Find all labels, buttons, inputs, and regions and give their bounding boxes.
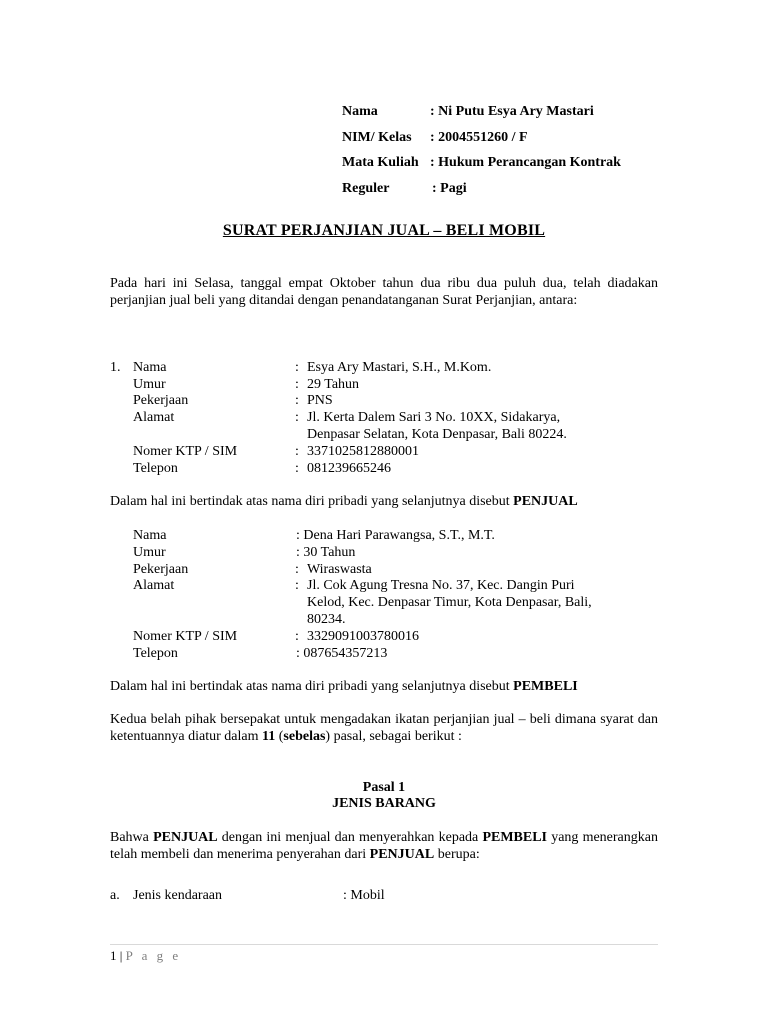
footer-separator: | xyxy=(116,948,126,963)
pasal-1-number: Pasal 1 xyxy=(362,780,406,795)
party-one-colon-umur: : xyxy=(295,377,299,392)
footer-page-number: 1 xyxy=(110,948,117,963)
party-one-colon-telepon: : xyxy=(295,461,299,476)
party-two-role: PEMBELI xyxy=(513,679,578,694)
info-value-reguler: : Pagi xyxy=(432,181,467,196)
party-one-label-ktp: Nomer KTP / SIM xyxy=(133,444,238,459)
party-one-label-telepon: Telepon xyxy=(133,461,178,476)
party-one-label-umur: Umur xyxy=(133,377,166,392)
party-one-role-text: Dalam hal ini bertindak atas nama diri pribadi yang selanjutnya disebut xyxy=(110,494,514,509)
info-value-nim: : 2004551260 / F xyxy=(430,130,528,145)
agreement-paragraph xyxy=(110,711,658,745)
party-one-value-alamat: Jl. Kerta Dalem Sari 3 No. 10XX, Sidakarya, xyxy=(307,410,561,425)
pasal-1-text-2: dengan ini menjual dan menyerahkan kepada xyxy=(217,830,483,845)
footer-page-word: P a g e xyxy=(125,948,182,963)
party-two-label-nama: Nama xyxy=(133,528,167,543)
party-two-value-ktp: 3329091003780016 xyxy=(307,629,419,644)
party-two-label-alamat: Alamat xyxy=(133,578,175,593)
info-label-reguler: Reguler xyxy=(342,181,390,196)
info-label-nim: NIM/ Kelas xyxy=(342,130,412,145)
party-one-value-telepon: 081239665246 xyxy=(307,461,391,476)
party-two-label-pekerjaan: Pekerjaan xyxy=(133,562,189,577)
party-two-colon-alamat: : xyxy=(295,578,299,593)
party-one-role: PENJUAL xyxy=(513,494,578,509)
party-one-value-pekerjaan: PNS xyxy=(307,393,333,408)
party-one-value-nama: Esya Ary Mastari, S.H., M.Kom. xyxy=(307,360,492,375)
party-two-label-umur: Umur xyxy=(133,545,166,560)
pasal-1-bold-pembeli: PEMBELI xyxy=(482,830,548,845)
pasal-1-bold-penjual: PENJUAL xyxy=(153,830,218,845)
info-label-matkul: Mata Kuliah xyxy=(342,155,419,170)
document-title: SURAT PERJANJIAN JUAL – BELI MOBIL xyxy=(222,222,546,239)
party-one-colon-pekerjaan: : xyxy=(295,393,299,408)
party-one-label-nama: Nama xyxy=(133,360,167,375)
party-two-colon-ktp: : xyxy=(295,629,299,644)
party-one-label-pekerjaan: Pekerjaan xyxy=(133,393,189,408)
party-two-value-alamat-line2: Kelod, Kec. Denpasar Timur, Kota Denpasar, Bali, xyxy=(307,595,592,610)
party-one-value-alamat-line2: Denpasar Selatan, Kota Denpasar, Bali 80224. xyxy=(307,427,567,442)
pasal-1-bold-penjual-2: PENJUAL xyxy=(369,847,435,862)
agreement-text-2: ( xyxy=(275,729,284,744)
party-two-value-pekerjaan: Wiraswasta xyxy=(307,562,372,577)
party-two-label-ktp: Nomer KTP / SIM xyxy=(133,629,238,644)
pasal-1-text-3: yang menerangkan telah membeli dan menerima penyerahan dari xyxy=(110,830,658,862)
agreement-count: 11 xyxy=(262,729,276,744)
page-footer xyxy=(110,947,181,964)
party-two-value-alamat: Jl. Cok Agung Tresna No. 37, Kec. Dangin Puri xyxy=(307,578,575,593)
party-two-value-nama: : Dena Hari Parawangsa, S.T., M.T. xyxy=(296,528,495,543)
party-one-colon-nama: : xyxy=(295,360,299,375)
agreement-count-words: sebelas xyxy=(283,729,326,744)
agreement-text-3: ) pasal, sebagai berikut : xyxy=(325,729,462,744)
info-value-matkul: : Hukum Perancangan Kontrak xyxy=(430,155,621,170)
party-one-colon-alamat: : xyxy=(295,410,299,425)
pasal-1-text-1: Bahwa xyxy=(110,830,154,845)
party-one-number: 1. xyxy=(110,360,121,375)
pasal-1-text-4: berupa: xyxy=(434,847,480,862)
footer-divider xyxy=(110,944,658,945)
party-one-value-ktp: 3371025812880001 xyxy=(307,444,419,459)
party-two-role-text: Dalam hal ini bertindak atas nama diri pribadi yang selanjutnya disebut xyxy=(110,679,514,694)
agreement-text-1: Kedua belah pihak bersepakat untuk mengadakan ikatan perjanjian jual – beli dimana syarat dan ketentuannya diatur dalam xyxy=(110,712,658,744)
party-two-value-telepon: : 087654357213 xyxy=(296,646,388,661)
party-two-label-telepon: Telepon xyxy=(133,646,178,661)
intro-paragraph: Pada hari ini Selasa, tanggal empat Oktober tahun dua ribu dua puluh dua, telah diadakan perjanjian jual beli yang ditandai dengan penandatanganan Surat Perjanjian, antara: xyxy=(110,276,658,308)
party-one-label-alamat: Alamat xyxy=(133,410,175,425)
info-value-nama: : Ni Putu Esya Ary Mastari xyxy=(430,104,594,119)
pasal-1-item-label: Jenis kendaraan xyxy=(133,888,223,903)
party-two-role-sentence xyxy=(110,678,578,695)
info-label-nama: Nama xyxy=(342,104,378,119)
party-two-value-umur: : 30 Tahun xyxy=(296,545,356,560)
pasal-1-paragraph xyxy=(110,829,658,863)
pasal-1-item-letter: a. xyxy=(110,888,120,903)
party-one-value-umur: 29 Tahun xyxy=(307,377,360,392)
pasal-1-item-value: : Mobil xyxy=(343,888,385,903)
party-one-role-sentence xyxy=(110,493,578,510)
party-one-colon-ktp: : xyxy=(295,444,299,459)
party-two-colon-pekerjaan: : xyxy=(295,562,299,577)
pasal-1-heading: JENIS BARANG xyxy=(332,796,436,811)
party-two-value-alamat-line3: 80234. xyxy=(307,612,346,627)
